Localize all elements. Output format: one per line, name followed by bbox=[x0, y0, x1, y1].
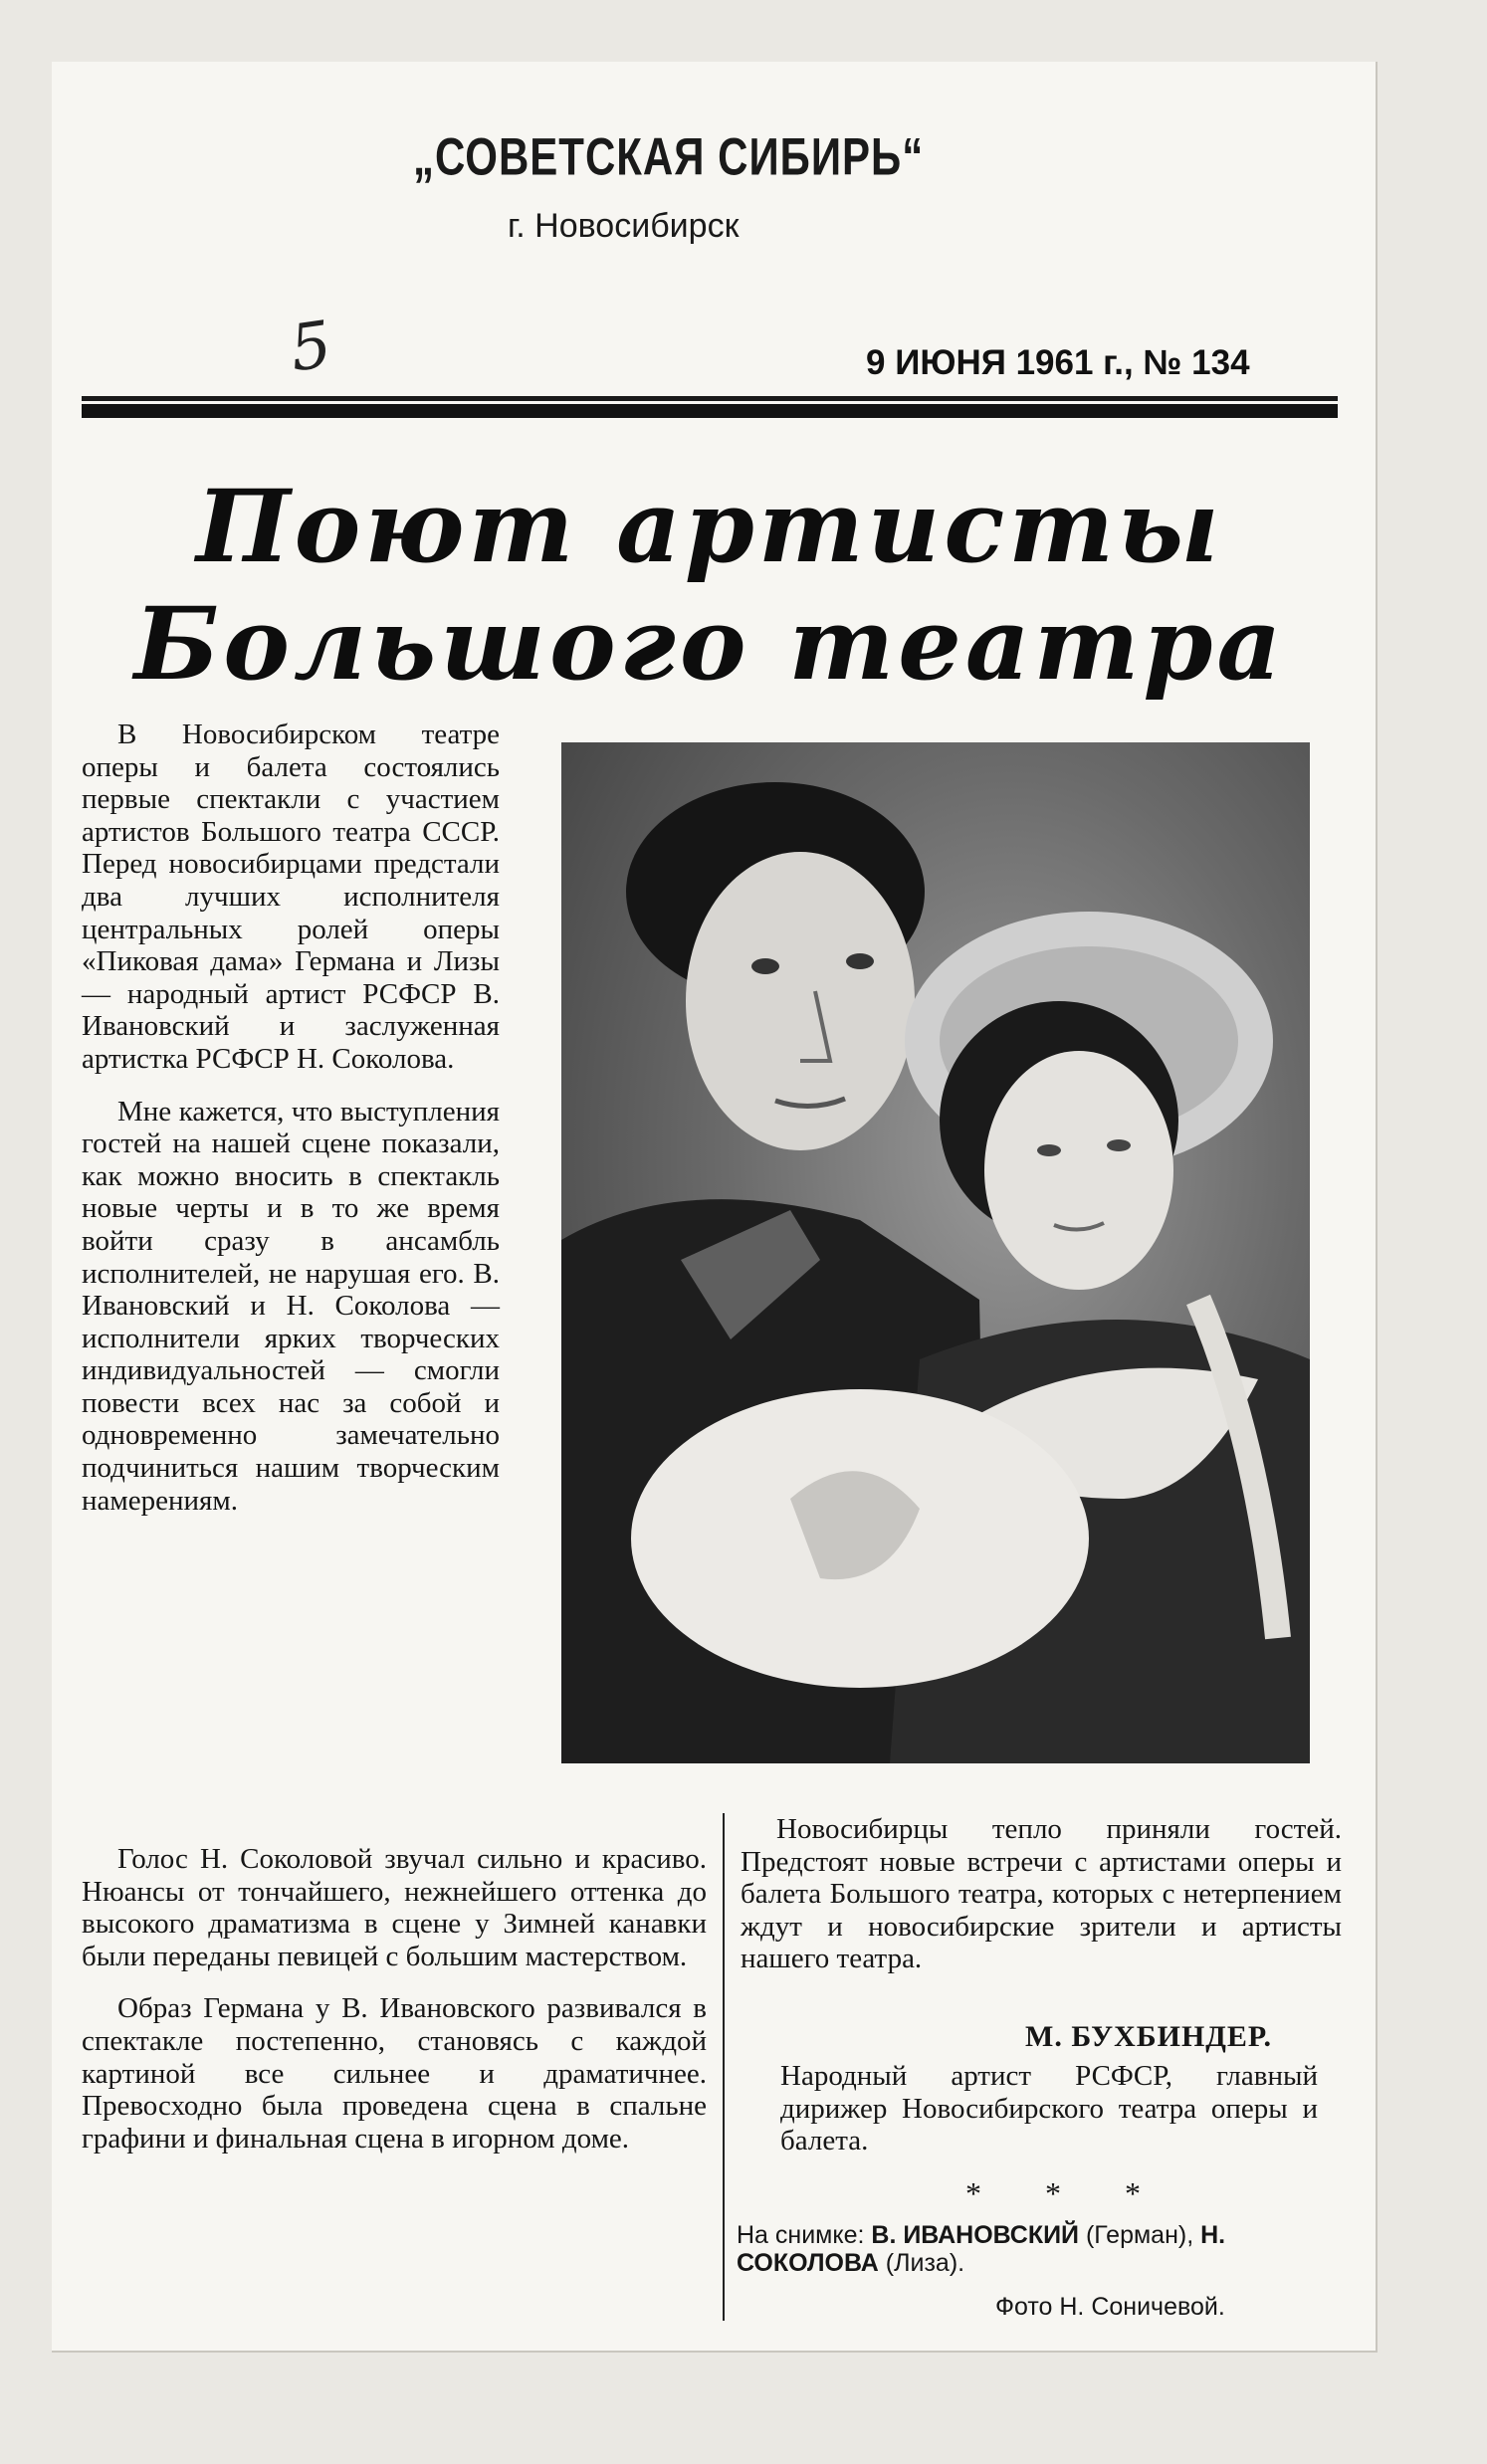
caption-role-1: (Герман), bbox=[1079, 2221, 1201, 2249]
caption-name-2: Н. СОКОЛОВА bbox=[737, 2221, 1226, 2277]
header-rule-thin bbox=[82, 396, 1338, 401]
author-signature: М. БУХБИНДЕР. bbox=[1025, 2020, 1273, 2053]
left-column bbox=[82, 719, 500, 1537]
column-divider bbox=[723, 1813, 725, 2321]
issue-dateline: 9 ИЮНЯ 1961 г., № 134 bbox=[866, 343, 1250, 382]
paragraph-1: В Новосибирском театре оперы и балета состоялись первые спектакли с участием артистов Большого театра СССР. Перед новосибирцами предстали два лучших исполнителя центральных ролей оперы «Пиковая дама» Германа и Лизы — народный артист РСФСР В. Ивановский и заслуженная артистка РСФСР Н. Соколова. bbox=[82, 719, 500, 1075]
paragraph-4: Образ Германа у В. Ивановского развивался в спектакле постепенно, становясь с каждой картиной все сильнее и драматичнее. Превосходно была проведена сцена в спальне графини и финальная сцена в игорном доме. bbox=[82, 1992, 707, 2155]
author-title: Народный артист РСФСР, главный дирижер Новосибирского театра оперы и балета. bbox=[780, 2060, 1318, 2157]
photo-credit: Фото Н. Соничевой. bbox=[995, 2293, 1225, 2321]
paragraph-3: Голос Н. Соколовой звучал сильно и красиво. Нюансы от тончайшего, нежнейшего оттенка до высокого драматизма в сцене у Зимней канавки были переданы певицей с большим мастерством. bbox=[82, 1843, 707, 1972]
newspaper-name-stamp: „СОВЕТСКАЯ СИБИРЬ“ bbox=[413, 127, 925, 186]
bottom-right-column bbox=[741, 1813, 1342, 1995]
section-separator: * * * bbox=[965, 2175, 1168, 2211]
headline-line-1: Поют артисты bbox=[196, 468, 1223, 585]
photo-illustration bbox=[561, 742, 1310, 1763]
caption-prefix: На снимке: bbox=[737, 2221, 872, 2249]
caption-name-1: В. ИВАНОВСКИЙ bbox=[871, 2221, 1080, 2249]
header-rule-thick bbox=[82, 404, 1338, 418]
handwritten-mark: 5 bbox=[286, 308, 336, 387]
caption-role-2: (Лиза). bbox=[878, 2249, 965, 2277]
article-photo bbox=[561, 742, 1310, 1763]
paragraph-5: Новосибирцы тепло приняли гостей. Предстоят новые встречи с артистами оперы и балета Большого театра, которых с нетерпением ждут и новосибирские зрители и артисты нашего театра. bbox=[741, 1813, 1342, 1975]
newspaper-city-stamp: г. Новосибирск bbox=[508, 207, 740, 245]
photo-caption bbox=[737, 2221, 1334, 2277]
bottom-left-column bbox=[82, 1843, 707, 2174]
paragraph-2: Мне кажется, что выступления гостей на нашей сцене показали, как можно вносить в спектакль новые черты и в то же время войти сразу в ансамбль исполнителей, не нарушая его. В. Ивановский и Н. Соколова — исполнители ярких творческих индивидуальностей — смогли повести всех нас за собой и одновременно замечательно подчиниться нашим творческим намерениям. bbox=[82, 1095, 500, 1517]
article-headline bbox=[82, 468, 1338, 703]
headline-line-2: Большого театра bbox=[133, 585, 1286, 703]
